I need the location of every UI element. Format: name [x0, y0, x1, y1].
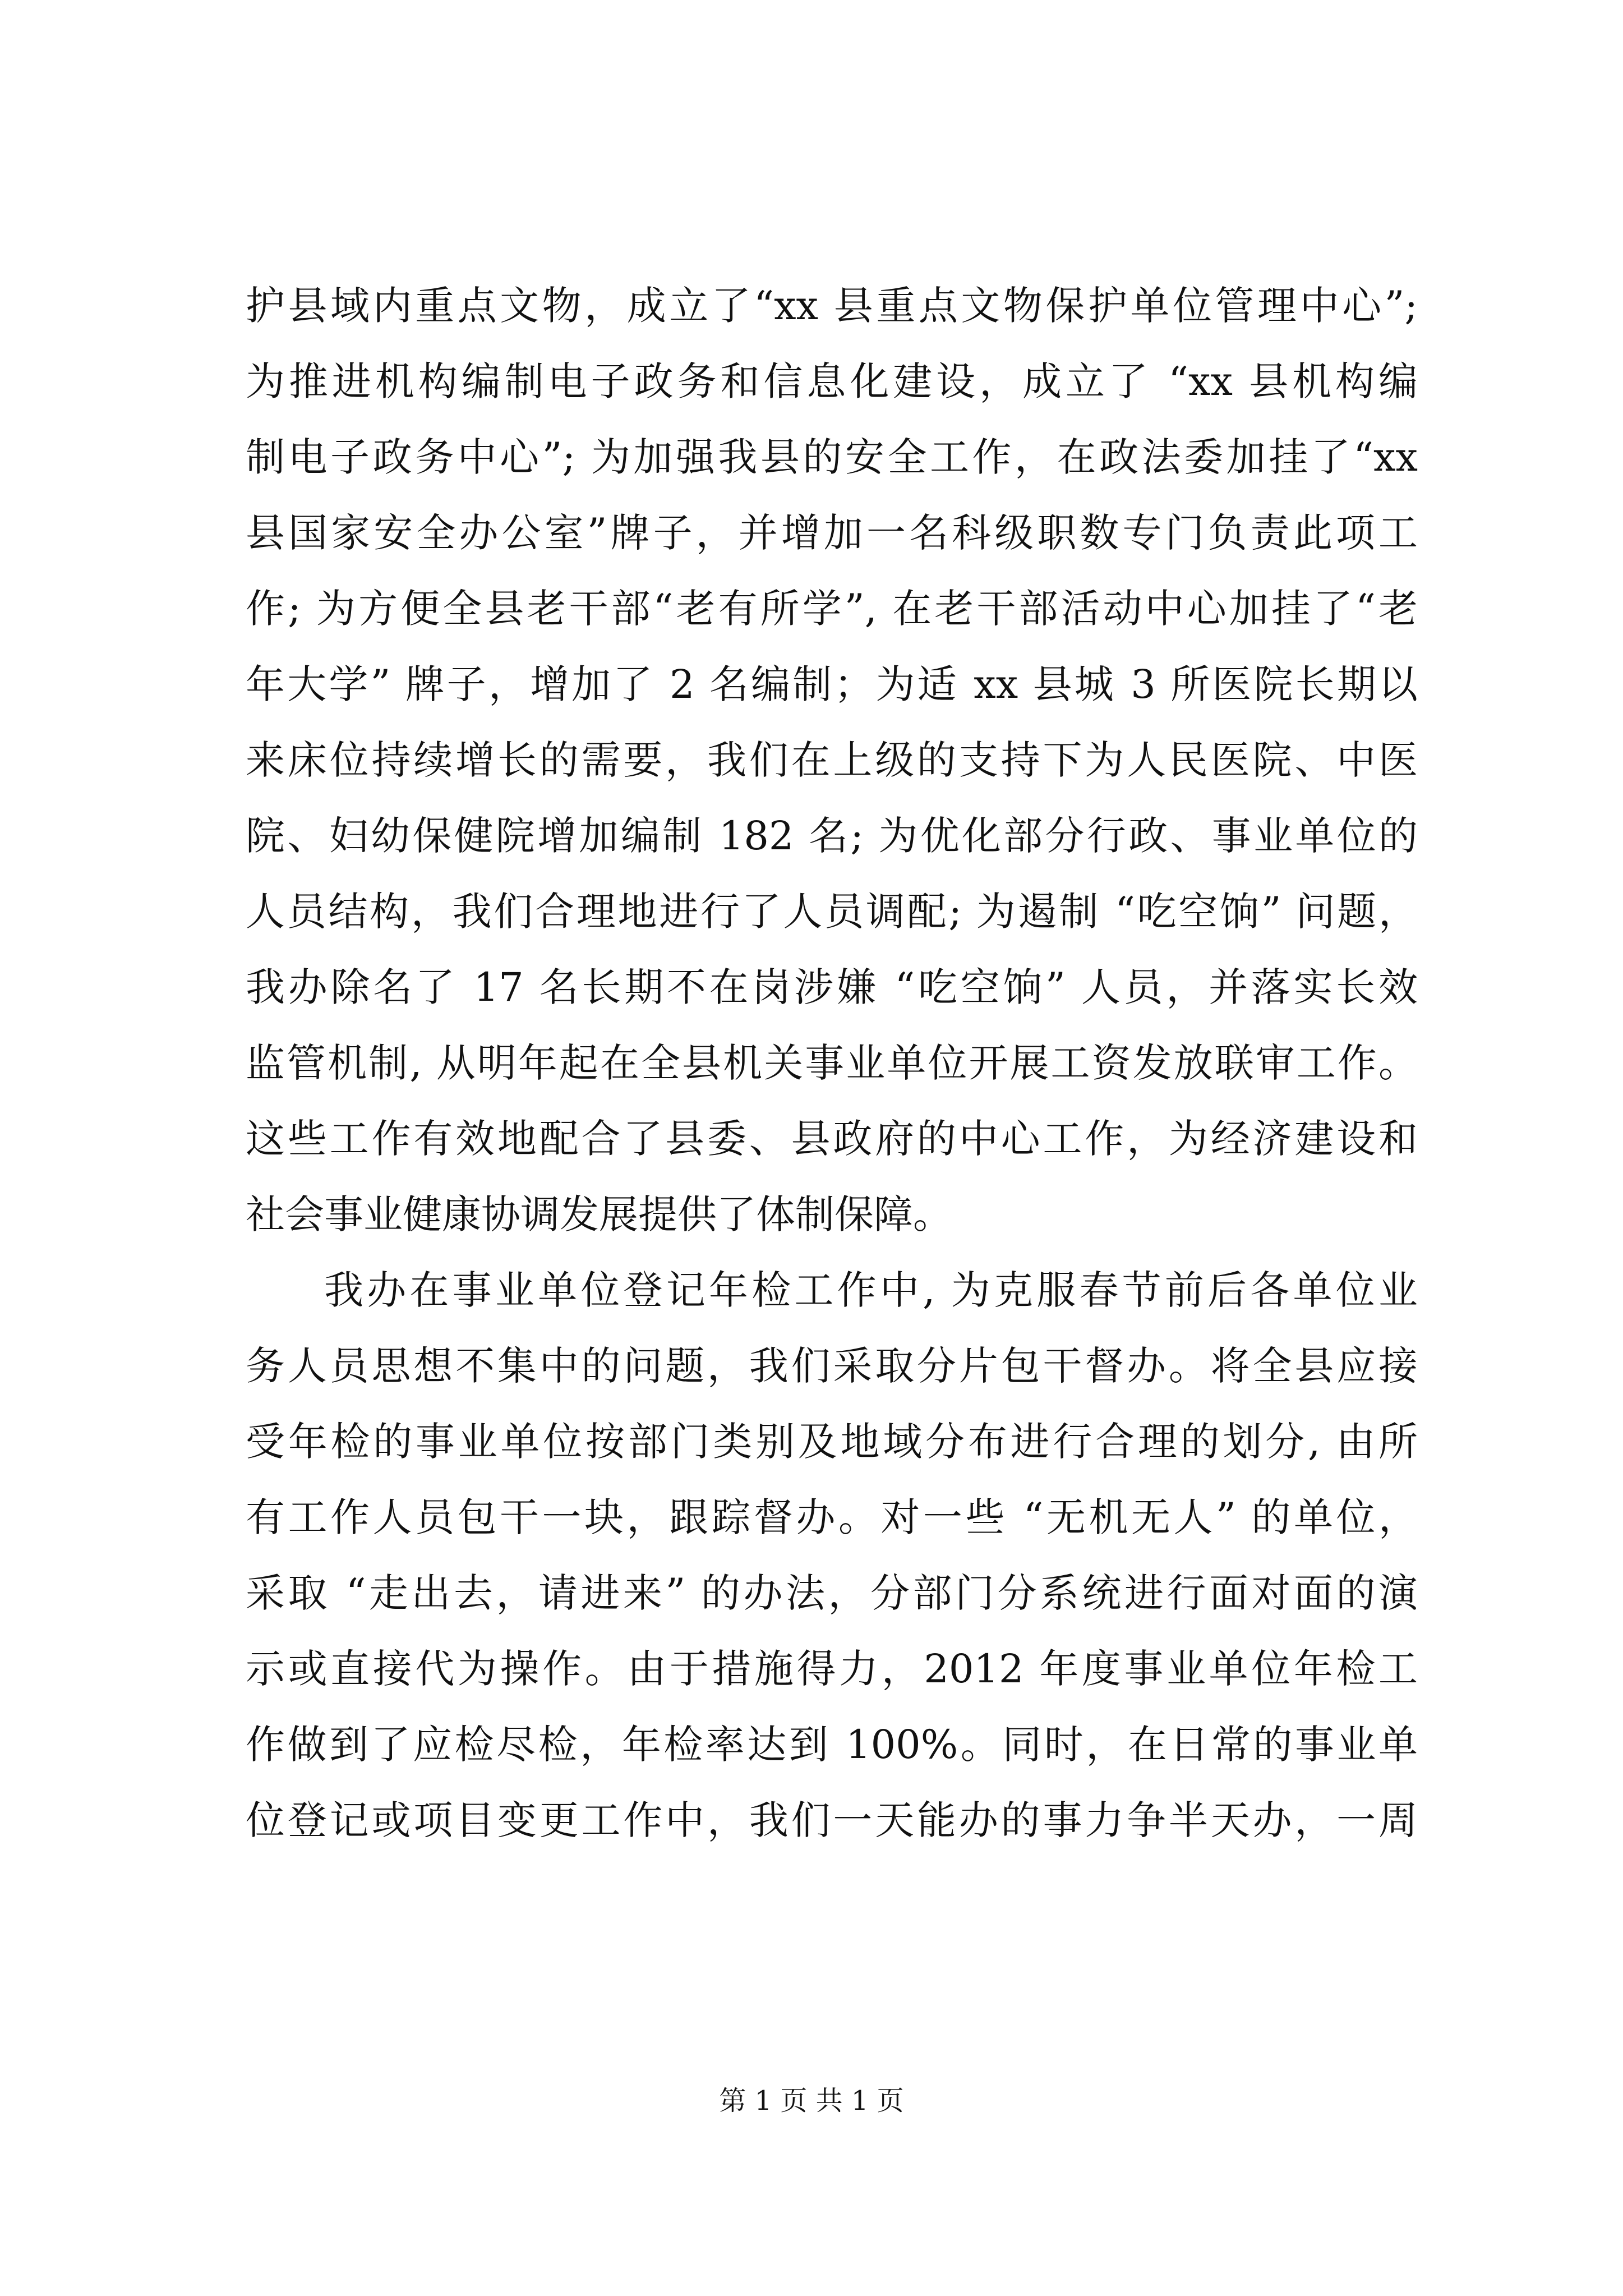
- paragraph-2: [246, 1253, 1418, 1858]
- text-line: 采取 “走出去，请进来” 的办法，分部门分系统进行面对面的演: [246, 1570, 1418, 1616]
- text-line: 院、妇幼保健院增加编制 182 名; 为优化部分行政、事业单位的: [246, 813, 1418, 859]
- text-line: 我办除名了 17 名长期不在岗涉嫌 “吃空饷” 人员，并落实长效: [246, 964, 1418, 1010]
- text-line: 护县域内重点文物，成立了“xx 县重点文物保护单位管理中心”;: [246, 283, 1418, 329]
- text-line: 位登记或项目变更工作中，我们一天能办的事力争半天办，一周: [246, 1797, 1418, 1843]
- text-line: 作做到了应检尽检，年检率达到 100%。同时，在日常的事业单: [246, 1722, 1418, 1768]
- text-line: 示或直接代为操作。由于措施得力，2012 年度事业单位年检工: [246, 1646, 1418, 1692]
- text-line: 年大学” 牌子，增加了 2 名编制；为适 xx 县城 3 所医院长期以: [246, 661, 1418, 707]
- document-body: [246, 268, 1418, 1858]
- text-line: 县国家安全办公室”牌子，并增加一名科级职数专门负责此项工: [246, 510, 1418, 556]
- text-line: 制电子政务中心”; 为加强我县的安全工作，在政法委加挂了“xx: [246, 434, 1418, 480]
- text-line: 人员结构，我们合理地进行了人员调配; 为遏制 “吃空饷” 问题，: [246, 889, 1418, 935]
- text-line: 为推进机构编制电子政务和信息化建设，成立了 “xx 县机构编: [246, 358, 1418, 404]
- text-line: 受年检的事业单位按部门类别及地域分布进行合理的划分, 由所: [246, 1419, 1418, 1465]
- text-line: 监管机制, 从明年起在全县机关事业单位开展工资发放联审工作。: [246, 1040, 1418, 1086]
- page-number-label: 第 1 页 共 1 页: [719, 2085, 904, 2116]
- text-line: 社会事业健康协调发展提供了体制保障。: [246, 1191, 952, 1237]
- text-line: 这些工作有效地配合了县委、县政府的中心工作，为经济建设和: [246, 1116, 1418, 1162]
- text-line: 来床位持续增长的需要，我们在上级的支持下为人民医院、中医: [246, 737, 1418, 783]
- text-line: 我办在事业单位登记年检工作中, 为克服春节前后各单位业: [324, 1267, 1418, 1313]
- text-line: 作; 为方便全县老干部“老有所学”, 在老干部活动中心加挂了“老: [246, 586, 1418, 632]
- text-line: 务人员思想不集中的问题，我们采取分片包干督办。将全县应接: [246, 1343, 1418, 1389]
- page-footer: [0, 2084, 1623, 2118]
- text-line: 有工作人员包干一块，跟踪督办。对一些 “无机无人” 的单位，: [246, 1494, 1418, 1540]
- paragraph-1: [246, 268, 1418, 1253]
